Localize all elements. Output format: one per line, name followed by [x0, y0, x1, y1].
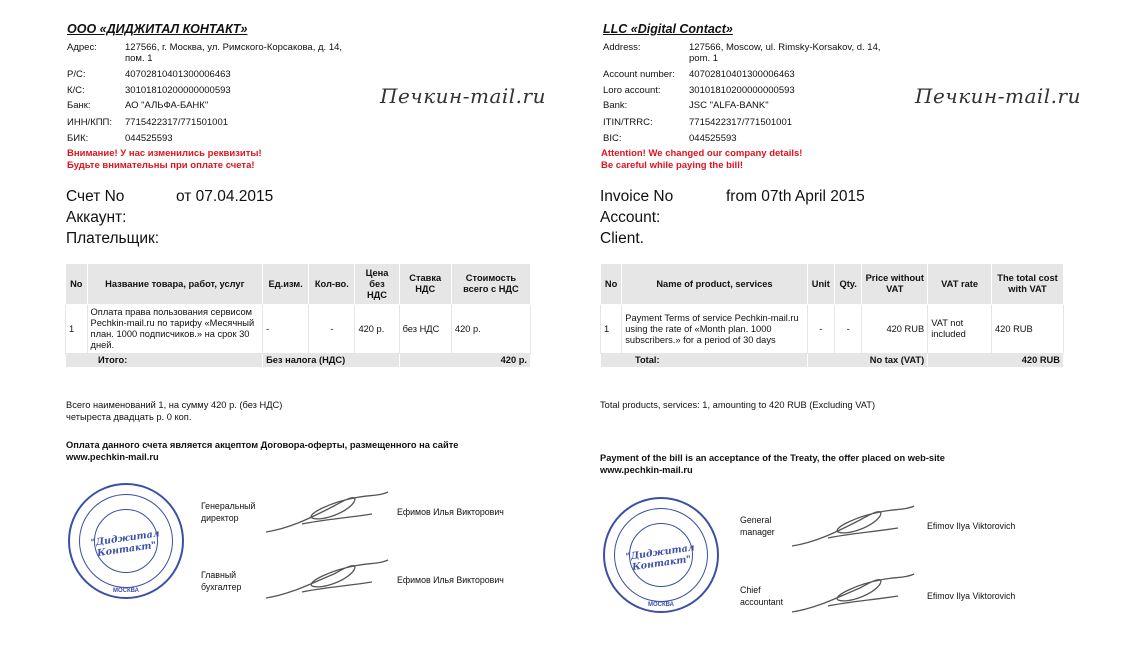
cell-unit: - [807, 305, 834, 354]
signature-2 [262, 556, 392, 606]
requisite-key: ITIN/TRRC: [603, 117, 653, 128]
summary-text: Всего наименований 1, на сумму 420 р. (без НДС) четыреста двадцать р. 0 коп. [66, 400, 283, 422]
col-header-vat: VAT rate [928, 264, 992, 305]
role-accountant: Chief accountant [740, 585, 784, 607]
requisite-value: 044525593 [125, 133, 173, 144]
requisite-value: 044525593 [689, 133, 737, 144]
cell-no: 1 [66, 305, 88, 354]
total-label: Total: [601, 354, 808, 368]
requisite-key: Loro account: [603, 85, 661, 96]
company-stamp [68, 483, 184, 599]
role-manager: General manager [740, 515, 775, 537]
total-tax: No tax (VAT) [807, 354, 928, 368]
stamp-city: МОСКВА [647, 602, 675, 608]
requisite-key: БИК: [67, 133, 89, 144]
cell-name: Payment Terms of service Pechkin-mail.ru using the rate of «Month plan. 1000 subscribers.» for a period of 30 days [622, 305, 807, 354]
offer-text: Payment of the bill is an acceptance of the Treaty, the offer placed on web-site www.pechkin-mail.ru [600, 453, 945, 475]
requisite-value: 40702810401300006463 [125, 69, 231, 80]
role-director: Генеральный директор [201, 501, 256, 523]
company-name: ООО «ДИДЖИТАЛ КОНТАКТ» [67, 22, 248, 36]
stamp-city: МОСКВА [112, 588, 140, 594]
requisite-key: Account number: [603, 69, 675, 80]
table-total-row [66, 354, 531, 368]
table-header-row [601, 264, 1064, 305]
requisite-value: 30101810200000000593 [125, 85, 231, 96]
name-director: Ефимов Илья Викторович [397, 507, 504, 517]
col-header-no: No [66, 264, 88, 305]
requisite-value: 30101810200000000593 [689, 85, 795, 96]
invoice-ru [0, 0, 560, 654]
invoice-number-label: Invoice No [600, 188, 674, 205]
warning-line-1: Attention! We changed our company details! [601, 148, 803, 159]
company-name: LLC «Digital Contact» [603, 22, 733, 36]
col-header-no: No [601, 264, 622, 305]
col-header-price: Цена без НДС [355, 264, 399, 305]
requisite-key: Банк: [67, 100, 91, 111]
client-label: Client. [600, 230, 644, 247]
total-label: Итого: [66, 354, 263, 368]
col-header-total: The total cost with VAT [992, 264, 1064, 305]
cell-price: 420 RUB [862, 305, 928, 354]
cell-vat: без НДС [399, 305, 451, 354]
table-row [601, 305, 1064, 354]
col-header-unit: Unit [807, 264, 834, 305]
cell-name: Оплата права пользования сервисом Pechkin-mail.ru по тарифу «Месячный план. 1000 подписчиков.» на срок 30 дней. [87, 305, 263, 354]
col-header-total: Стоимость всего с НДС [451, 264, 530, 305]
account-label: Account: [600, 209, 661, 226]
col-header-unit: Ед.изм. [263, 264, 309, 305]
signature-1 [788, 502, 918, 552]
cell-vat: VAT not included [928, 305, 992, 354]
client-label: Плательщик: [66, 230, 160, 247]
requisite-address [603, 42, 881, 64]
warning-line-1: Внимание! У нас изменились реквизиты! [67, 148, 262, 159]
requisite-account [603, 69, 795, 80]
requisite-account [67, 69, 231, 80]
requisite-value: АО "АЛЬФА-БАНК" [125, 100, 209, 111]
cell-total: 420 р. [451, 305, 530, 354]
stamp-text: "Диджитал Контакт" [90, 528, 161, 560]
company-stamp [603, 497, 719, 613]
cell-no: 1 [601, 305, 622, 354]
requisite-value: JSC "ALFA-BANK" [689, 100, 769, 111]
summary-text: Total products, services: 1, amounting to 420 RUB (Excluding VAT) [600, 400, 876, 410]
warning-line-2: Будьте внимательны при оплате счета! [67, 160, 255, 171]
requisite-loro [603, 85, 795, 96]
requisite-value: 40702810401300006463 [689, 69, 795, 80]
requisite-key: К/С: [67, 85, 85, 96]
offer-text: Оплата данного счета является акцептом Договора-оферты, размещенного на сайте www.pechkin-mail.ru [66, 440, 459, 462]
warning-line-2: Be careful while paying the bill! [601, 160, 743, 171]
role-accountant: Главный бухгалтер [201, 570, 242, 592]
requisite-value: 127566, г. Москва, ул. Римского-Корсакова, д. 14, пом. 1 [125, 42, 343, 64]
total-sum: 420 р. [399, 354, 530, 368]
requisite-value: 7715422317/771501001 [689, 117, 793, 128]
requisite-key: Р/С: [67, 69, 86, 80]
items-table [600, 263, 1064, 368]
invoice-number-label: Счет No [66, 188, 125, 205]
col-header-qty: Кол-во. [309, 264, 355, 305]
name-manager: Efimov Ilya Viktorovich [927, 521, 1016, 531]
requisite-loro [67, 85, 231, 96]
col-header-name: Название товара, работ, услуг [87, 264, 263, 305]
name-accountant: Efimov Ilya Viktorovich [927, 591, 1016, 601]
total-sum: 420 RUB [928, 354, 1064, 368]
requisite-key: Адрес: [67, 42, 97, 53]
requisite-itin [603, 117, 792, 128]
requisite-key: BIC: [603, 133, 622, 144]
requisite-bic [603, 133, 737, 144]
requisite-bic [67, 133, 173, 144]
cell-total: 420 RUB [992, 305, 1064, 354]
col-header-qty: Qty. [835, 264, 862, 305]
pechkin-logo: Печкин-mail.ru [915, 84, 1081, 108]
invoice-en [560, 0, 1121, 654]
cell-price: 420 р. [355, 305, 399, 354]
col-header-name: Name of product, services [622, 264, 807, 305]
requisite-value: 7715422317/771501001 [125, 117, 229, 128]
cell-qty: - [309, 305, 355, 354]
name-accountant: Ефимов Илья Викторович [397, 575, 504, 585]
signature-1 [262, 488, 392, 538]
account-label: Аккаунт: [66, 209, 127, 226]
requisite-bank [67, 100, 208, 111]
invoice-date: from 07th April 2015 [726, 188, 865, 205]
requisite-key: Address: [603, 42, 641, 53]
signature-2 [788, 570, 918, 620]
pechkin-logo: Печкин-mail.ru [380, 84, 546, 108]
total-tax: Без налога (НДС) [263, 354, 400, 368]
table-row [66, 305, 531, 354]
col-header-vat: Ставка НДС [399, 264, 451, 305]
col-header-price: Price without VAT [862, 264, 928, 305]
requisite-key: ИНН/КПП: [67, 117, 113, 128]
requisite-address [67, 42, 342, 64]
invoice-date: от 07.04.2015 [176, 188, 274, 205]
requisite-bank [603, 100, 769, 111]
cell-qty: - [835, 305, 862, 354]
table-header-row [66, 264, 531, 305]
stamp-text: "Диджитал Контакт" [625, 542, 696, 574]
requisite-key: Bank: [603, 100, 628, 111]
items-table [65, 263, 531, 368]
requisite-value: 127566, Moscow, ul. Rimsky-Korsakov, d. 14, pom. 1 [689, 42, 881, 64]
requisite-inn [67, 117, 228, 128]
table-total-row [601, 354, 1064, 368]
cell-unit: - [263, 305, 309, 354]
